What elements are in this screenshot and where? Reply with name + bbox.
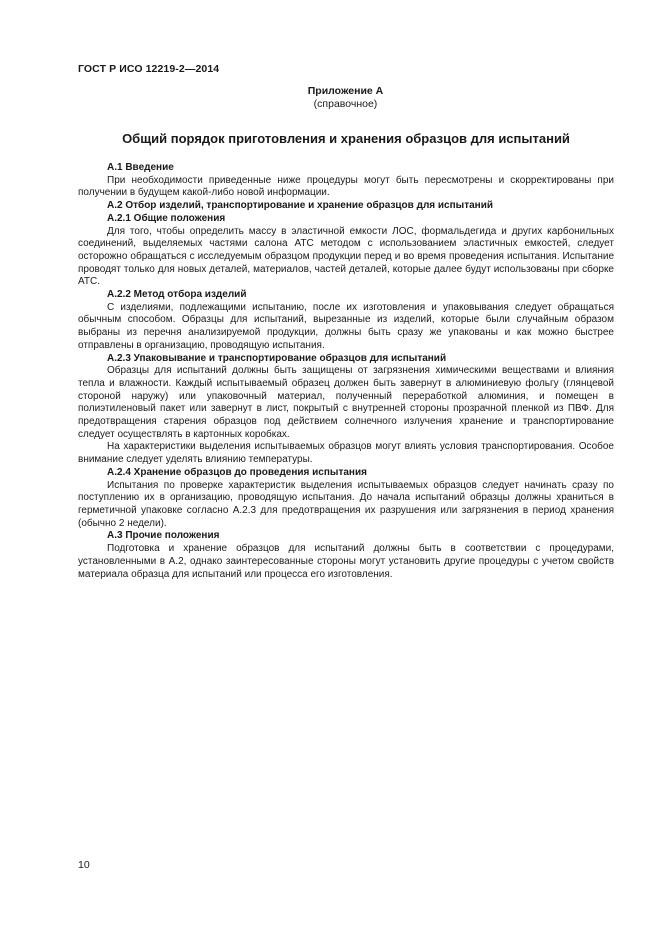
section-a24-text: Испытания по проверке характеристик выделения испытываемых образцов следует начинать сразу по поступлению их в организацию, проводящую испытания. До начала испытаний образцы должны храниться в герметичной упаковке согласно А.2.3 для предотвращения их разрушения или загрязнения в период хранения (обычно 2 недели). bbox=[78, 479, 614, 529]
section-a24-title: А.2.4 Хранение образцов до проведения испытания bbox=[107, 466, 367, 478]
annex-note: (справочное) bbox=[313, 98, 378, 110]
section-a23-text-1: Образцы для испытаний должны быть защищены от загрязнения химическими веществами и влияния тепла и влажности. Каждый испытываемый образец должен быть завернут в алюминиевую фольгу (глянцевой стороной наружу) или упаковочный материал, полученный переработкой алюминия, и помещен в полиэтиленовый пакет или завернут в лист, покрытый с внутренней стороны прозрачной пленкой из ПВФ. Для предотвращения старения образцов под действием солнечного излучения хранение и транспортирование следует осуществлять в картонных коробках. bbox=[78, 365, 614, 440]
page-number: 10 bbox=[78, 859, 90, 871]
section-a22-title: А.2.2 Метод отбора изделий bbox=[107, 289, 247, 301]
section-a1-text: При необходимости приведенные ниже процедуры могут быть пересмотрены и скорректированы при получении в будущем какой-либо новой информации. bbox=[78, 174, 614, 199]
section-a3-text: Подготовка и хранение образцов для испытаний должны быть в соответствии с процедурами, установленными в А.2, однако заинтересованные стороны могут установить другие процедуры с учетом свойств материала образца для испытаний или процесса его изготовления. bbox=[78, 543, 614, 580]
section-a23-text-2: На характеристики выделения испытываемых образцов могут влиять условия транспортирования. Особое внимание следует уделять влиянию температуры. bbox=[78, 441, 614, 466]
section-a3-title: А.3 Прочие положения bbox=[107, 530, 220, 542]
section-a1-title: А.1 Введение bbox=[107, 162, 174, 173]
standard-code: ГОСТ Р ИСО 12219-2—2014 bbox=[78, 63, 220, 75]
section-a22-text: С изделиями, подлежащими испытанию, после их изготовления и упаковывания следует обращаться обычным способом. Образцы для испытаний, вырезанные из изделий, которые были случайным образом выбраны из перечня анализируемой продукции, должны быть сразу же упакованы и как можно быстрее отправлены в организацию, проводящую испытания. bbox=[78, 301, 614, 351]
annex-title: Приложение А bbox=[307, 85, 384, 97]
document-body bbox=[78, 162, 614, 581]
section-a2-title: А.2 Отбор изделий, транспортирование и хранение образцов для испытаний bbox=[107, 200, 493, 212]
page-title: Общий порядок приготовления и хранения образцов для испытаний bbox=[122, 131, 570, 146]
section-a21-title: А.2.1 Общие положения bbox=[107, 212, 226, 224]
section-a21-text: Для того, чтобы определить массу в эластичной емкости ЛОС, формальдегида и других карбонильных соединений, выделяемых частями салона АТС методом с использованием эластичных емкостей, следует осторожно обращаться с исследуемым образцом продукции перед и во время проведения испытания. Испытание проводят только для новых деталей, материалов, частей деталей, которые далее будут использованы при сборке АТС. bbox=[78, 225, 614, 288]
section-a23-title: А.2.3 Упаковывание и транспортирование образцов для испытаний bbox=[107, 352, 447, 364]
